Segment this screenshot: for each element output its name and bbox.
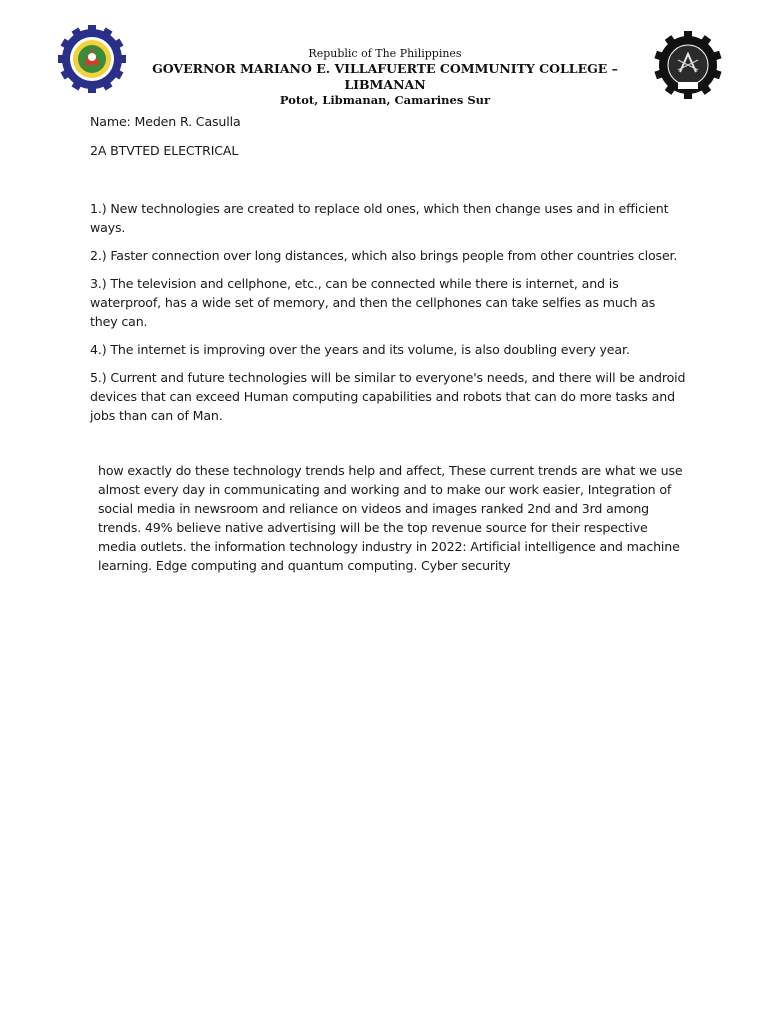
- gear-emblem-icon: [650, 30, 726, 100]
- college-address: Potot, Libmanan, Camarines Sur: [279, 93, 491, 107]
- college-seal-icon: [58, 25, 126, 93]
- document-header: [0, 0, 768, 110]
- header-line-republic: Republic of The Philippines: [308, 47, 462, 60]
- answer-item-4: 4.) The internet is improving over the years and its volume, is also doubling every year.: [90, 342, 630, 357]
- answer-item-1: 1.) New technologies are created to replace old ones, which then change uses and in efficient ways.: [90, 201, 669, 235]
- college-heading: [140, 47, 630, 108]
- answer-item-2: 2.) Faster connection over long distances, which also brings people from other countries closer.: [90, 248, 678, 263]
- discussion-paragraph: how exactly do these technology trends help and affect, These current trends are what we use almost every day in communicating and working and to make our work easier, Integration of social media in newsroom and reliance on videos and images ranked 2nd and 3rd among trends. 49% believe native advertising will be the top revenue source for their respective media outlets. the information technology industry in 2022: Artificial intelligence and machine learning. Edge computing and quantum computing. Cyber security: [98, 463, 683, 573]
- student-name: Name: Meden R. Casulla: [90, 114, 241, 129]
- answer-item-3: 3.) The television and cellphone, etc., can be connected while there is internet, and is waterproof, has a wide set of memory, and then the cellphones can take selfies as much as they can.: [90, 276, 656, 329]
- college-name: GOVERNOR MARIANO E. VILLAFUERTE COMMUNITY COLLEGE – LIBMANAN: [152, 61, 618, 92]
- student-section: 2A BTVTED ELECTRICAL: [90, 143, 239, 158]
- answer-item-5: 5.) Current and future technologies will be similar to everyone's needs, and there will be android devices that can exceed Human computing capabilities and robots that can do more tasks and jobs than can of Man.: [90, 370, 686, 423]
- document-body: [90, 112, 686, 575]
